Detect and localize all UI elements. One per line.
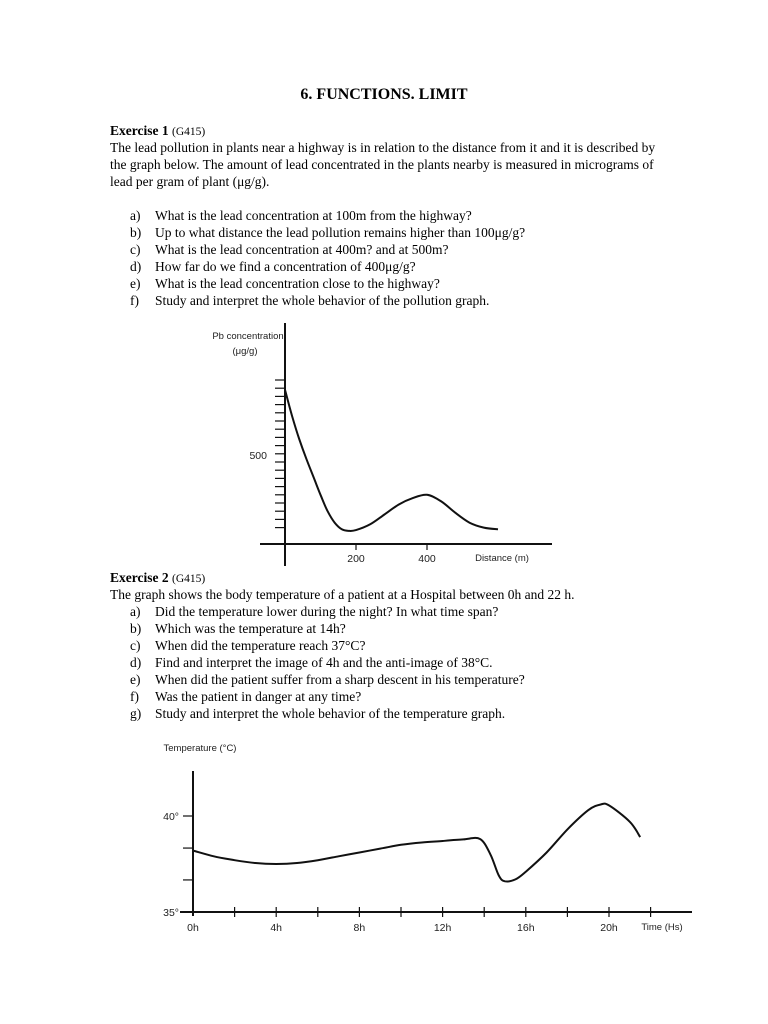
list-item: b) Which was the temperature at 14h?: [130, 621, 346, 636]
list-item: c) When did the temperature reach 37°C?: [130, 638, 366, 653]
chart1-x-tick-label: 200: [347, 553, 365, 565]
exercise-1-intro: The lead pollution in plants near a highway is in relation to the distance from it and it is described by the graph below. The amount of lead concentrated in the plants nearby is measured in micrograms of lead per gram of plant (μg/g).: [110, 140, 656, 189]
page-title: 6. FUNCTIONS. LIMIT: [300, 86, 468, 103]
chart2-x-tick-label: 20h: [600, 922, 618, 934]
chart2-x-tick-label: 16h: [517, 922, 535, 934]
chart1-xlabel: Distance (m): [475, 553, 529, 564]
list-item: c) What is the lead concentration at 400m? and at 500m?: [130, 242, 449, 257]
list-item: g) Study and interpret the whole behavior of the temperature graph.: [130, 706, 506, 721]
chart2-xlabel: Time (Hs): [641, 922, 683, 933]
list-item: d) Find and interpret the image of 4h and the anti-image of 38°C.: [130, 655, 493, 670]
chart1-ylabel-line1: Pb concentration: [212, 331, 284, 342]
chart2-ylabel: Temperature (°C): [163, 743, 237, 754]
chart2-x-tick-label: 8h: [353, 922, 366, 934]
chart2-x-tick-label: 12h: [433, 922, 452, 934]
chart2-x-tick-label: 4h: [270, 922, 283, 934]
chart1-x-tick-label: 400: [418, 553, 436, 565]
chart1-ylabel-line2: (μg/g): [232, 346, 258, 357]
list-item: e) What is the lead concentration close to the highway?: [130, 276, 440, 291]
list-item: d) How far do we find a concentration of 400μg/g?: [130, 259, 416, 274]
chart2-y-tick-label: 40°: [163, 811, 179, 823]
exercise-2-code: (G415): [171, 573, 206, 585]
list-item: b) Up to what distance the lead pollution remains higher than 100μg/g?: [130, 225, 526, 240]
list-item: a) What is the lead concentration at 100m from the highway?: [130, 208, 472, 223]
list-item: a) Did the temperature lower during the night? In what time span?: [130, 604, 499, 619]
chart1-y-tick-label: 500: [249, 450, 267, 462]
exercise-1-code: (G415): [171, 126, 206, 138]
chart2-x-tick-label: 0h: [187, 922, 199, 934]
exercise-2-label: Exercise 2: [110, 570, 169, 585]
list-item: f) Was the patient in danger at any time?: [130, 689, 362, 704]
chart2-y-tick-label: 35°: [163, 907, 179, 919]
chart2-series-line: [193, 804, 640, 882]
list-item: e) When did the patient suffer from a sharp descent in his temperature?: [130, 672, 525, 687]
exercise-1-label: Exercise 1: [110, 123, 169, 138]
list-item: f) Study and interpret the whole behavior of the pollution graph.: [130, 293, 490, 308]
exercise-2-intro: The graph shows the body temperature of a patient at a Hospital between 0h and 22 h.: [110, 587, 575, 602]
